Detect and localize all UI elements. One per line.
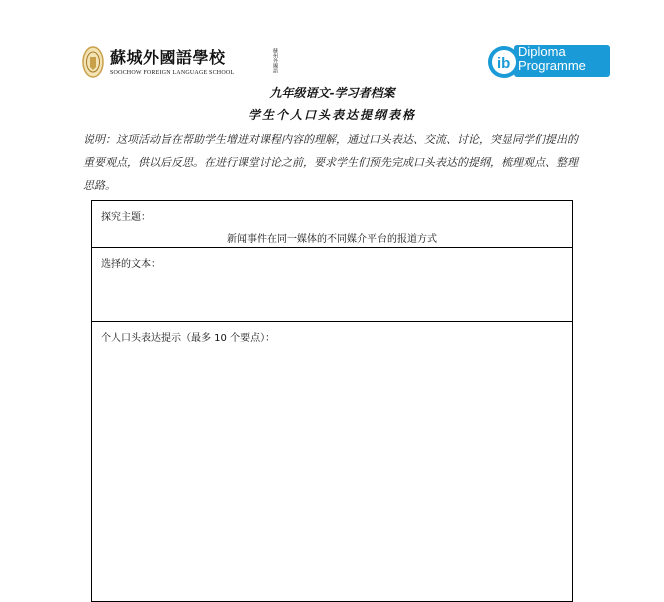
school-name-english: SOOCHOW FOREIGN LANGUAGE SCHOOL [110,70,235,76]
school-logo [82,42,278,82]
topic-label: 探究主题： [101,212,151,223]
selected-text-label: 选择的文本： [101,259,161,270]
school-name-chinese: 蘇城外國語學校 [110,48,226,67]
instructions-paragraph: 说明：这项活动旨在帮助学生增进对课程内容的理解，通过口头表达、交流、讨论，突显同学们提出的重要观点，供以后反思。在进行课堂讨论之前，要求学生们预先完成口头表达的提纲，梳理观点、整理思路。 [83,133,578,192]
topic-cell[interactable] [92,201,572,248]
school-seal-icon [82,45,104,79]
school-side-text: 蘇州外國語 [272,48,278,73]
topic-value: 新闻事件在同一媒体的不同媒介平台的报道方式 [227,234,437,245]
svg-text:ib: ib [497,55,511,72]
oral-points-cell[interactable] [92,322,572,602]
ib-logo-line1: Diploma [518,44,566,59]
outline-form-table [91,200,573,602]
selected-text-cell[interactable] [92,248,572,322]
ib-logo-text [518,45,586,73]
document-subtitle: 学生个人口头表达提纲表格 [247,108,416,122]
document-title: 九年级语文-学习者档案 [269,86,395,100]
oral-points-label: 个人口头表达提示（最多 10 个要点）： [101,333,276,344]
ib-logo-line2: Programme [518,58,586,73]
